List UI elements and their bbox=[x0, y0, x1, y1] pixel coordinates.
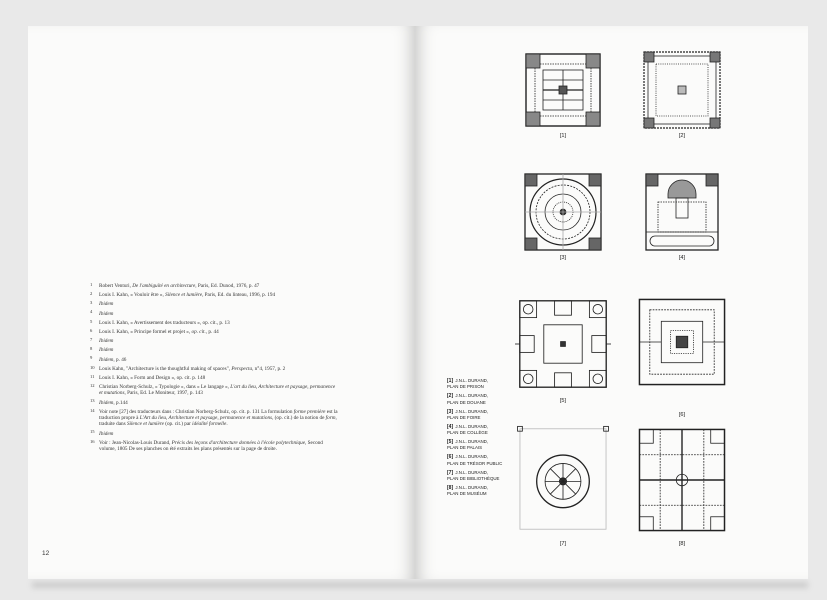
footnote-number: 1 bbox=[90, 281, 93, 287]
plan-label: [7] bbox=[559, 541, 567, 547]
caption-title: PLAN DE MUSÉUM bbox=[447, 491, 487, 497]
footnote-text-part: , Paris, Ed. Le Moniteur, 1997, p. 143 bbox=[124, 390, 203, 397]
plan-tresor-drawing bbox=[636, 296, 728, 388]
footnote bbox=[90, 366, 340, 372]
footnote-number: 12 bbox=[90, 382, 95, 388]
footnote-italic-text: Ibidem bbox=[99, 301, 114, 308]
plan-caption bbox=[447, 439, 509, 450]
footnote-text bbox=[99, 301, 340, 307]
footnote-text-part: Louis I. Kahn, « Principe formel et projet », bbox=[99, 328, 192, 335]
footnote-italic-text: Précis des leçons d'architecture données à l'école polytechnique bbox=[171, 439, 306, 446]
caption-title: PLAN DE BIBLIOTHÈQUE bbox=[447, 475, 500, 481]
footnote bbox=[90, 375, 340, 381]
footnote-text bbox=[99, 400, 340, 406]
footnote-italic-text: Ibidem bbox=[99, 310, 114, 317]
footnote-text-part: , Second volume, 1805 De ses planches on été extraits les plans présentés sur la page de droite. bbox=[99, 439, 323, 452]
plan-caption bbox=[447, 485, 509, 496]
footnote bbox=[90, 311, 340, 317]
footnote-text bbox=[99, 384, 340, 397]
plan-label: [4] bbox=[678, 255, 686, 261]
left-page bbox=[28, 26, 415, 579]
footnote-text bbox=[99, 409, 340, 428]
caption-title: PLAN DE TRÉSOR PUBLIC bbox=[447, 460, 503, 466]
footnote-text-part: Louis I. Kahn, « Vouloir être », bbox=[99, 292, 166, 299]
footnote-italic-text: op. cit. bbox=[191, 328, 206, 335]
footnote-number: 5 bbox=[90, 318, 93, 324]
footnote-text-part: est la traduction propre à bbox=[99, 408, 338, 422]
footnote-italic-text: forme première bbox=[293, 408, 326, 415]
footnote-text bbox=[99, 320, 340, 326]
footnote-italic-text: Ibidem bbox=[99, 338, 114, 345]
footnote-italic-text: idéalité formelle bbox=[192, 421, 227, 428]
footnote-text-part: , (op. cit.) de la notion de bbox=[272, 415, 326, 422]
footnote-text-part: , traduite dans bbox=[99, 415, 337, 428]
footnote-italic-text: De l'ambiguïté en architecture bbox=[132, 283, 196, 289]
footnote-number: 14 bbox=[90, 407, 95, 413]
footnote-text-part: , p. 44 bbox=[205, 328, 219, 335]
footnote-number: 7 bbox=[90, 336, 93, 342]
plan-caption bbox=[447, 393, 509, 404]
footnote-text bbox=[99, 283, 340, 289]
footnote-text bbox=[99, 347, 340, 353]
plan-label: [3] bbox=[559, 255, 567, 261]
footnote-italic-text: Silence et lumière bbox=[165, 292, 203, 299]
plan-label: [5] bbox=[559, 398, 567, 404]
footnote-number: 11 bbox=[90, 373, 95, 379]
footnote-number: 15 bbox=[90, 429, 95, 435]
plan-label: [8] bbox=[678, 541, 686, 547]
caption-author: J.N.L. DURAND, bbox=[455, 423, 489, 429]
caption-number: [4] bbox=[447, 423, 454, 430]
footnote-italic-text: L'Art du lieu, Architecture et paysage, permanence et mutations bbox=[139, 415, 273, 422]
footnote-text bbox=[99, 311, 340, 317]
footnote-text-part: (op. cit.) par bbox=[163, 421, 193, 428]
footnote-number: 2 bbox=[90, 291, 93, 296]
footnote-text bbox=[99, 357, 340, 363]
book-spread bbox=[28, 26, 808, 579]
footnote bbox=[90, 347, 340, 353]
plan-caption bbox=[447, 378, 509, 389]
plan-label: [2] bbox=[678, 133, 686, 139]
footnote-number: 6 bbox=[90, 327, 93, 333]
footnote bbox=[90, 409, 340, 428]
footnote-text-part: Louis I. Kahn, « Form and Design », op. cit. p. 148 bbox=[99, 374, 206, 381]
footnote-italic-text: Ibidem bbox=[99, 430, 114, 437]
footnote bbox=[90, 431, 340, 437]
footnote-text-part: , Paris, Ed. Dunod, 1976, p. 47 bbox=[195, 283, 260, 289]
footnote bbox=[90, 338, 340, 344]
caption-title: PLAN DE PALAIS bbox=[447, 445, 483, 451]
caption-title: PLAN DE COLLÈGE bbox=[447, 430, 488, 436]
footnote-text-part: , n°4, 1957, p. 2 bbox=[252, 365, 286, 372]
footnote-text bbox=[99, 292, 340, 298]
footnote-text-part: , p.144 bbox=[113, 399, 128, 406]
footnote-number: 8 bbox=[90, 346, 93, 352]
footnote bbox=[90, 292, 340, 298]
plan-foire-drawing bbox=[523, 172, 603, 252]
plan-college-drawing bbox=[642, 172, 722, 252]
plan-caption bbox=[447, 409, 509, 420]
footnote-number: 10 bbox=[90, 364, 95, 370]
footnote bbox=[90, 329, 340, 335]
footnote-text-part: Christian Norberg-Schulz, « Typologie », dans « Le langage », bbox=[99, 384, 231, 391]
plan-palais-drawing bbox=[515, 296, 611, 392]
footnotes-list bbox=[90, 283, 340, 455]
footnote bbox=[90, 440, 340, 453]
footnote bbox=[90, 301, 340, 307]
footnote-text bbox=[99, 431, 340, 437]
caption-author: J.N.L. DURAND, bbox=[455, 485, 489, 491]
footnote-text-part: Louis I. Kahn, « Avertissement des traducteurs », op. cit., p. 13 bbox=[99, 319, 230, 326]
footnote bbox=[90, 384, 340, 397]
caption-title: PLAN DE FOIRE bbox=[447, 414, 481, 420]
footnote-text bbox=[99, 329, 340, 335]
footnote-text-part: Robert Venturi, bbox=[99, 283, 133, 289]
footnote-text bbox=[99, 338, 340, 344]
plan-bibliotheque-drawing bbox=[515, 424, 611, 534]
right-page bbox=[415, 26, 808, 579]
footnote bbox=[90, 400, 340, 406]
footnote-text-part: Voir note [27] des traducteurs dans : Christian Norberg-Schulz, op. cit. p. 131 La formulation bbox=[99, 408, 294, 415]
caption-number: [3] bbox=[447, 408, 454, 415]
caption-author: J.N.L. DURAND, bbox=[455, 454, 489, 460]
plan-label: [1] bbox=[559, 133, 567, 139]
footnote-italic-text: Ibidem bbox=[99, 347, 114, 354]
caption-number: [7] bbox=[447, 469, 454, 476]
plan-caption bbox=[447, 454, 509, 465]
footnote-italic-text: Ibidem bbox=[99, 356, 114, 363]
footnote-italic-text: Perspecta bbox=[231, 365, 253, 372]
caption-author: J.N.L. DURAND, bbox=[455, 408, 489, 414]
plan-label: [6] bbox=[678, 412, 686, 418]
footnote bbox=[90, 320, 340, 326]
plan-museum-drawing bbox=[636, 426, 728, 534]
plan-caption bbox=[447, 424, 509, 435]
caption-title: PLAN DE PRISON bbox=[447, 384, 484, 390]
caption-author: J.N.L. DURAND, bbox=[455, 469, 489, 475]
footnote-italic-text: form bbox=[325, 415, 336, 422]
footnote-text bbox=[99, 375, 340, 381]
footnote-text-part: . bbox=[226, 421, 228, 428]
footnote-text bbox=[99, 366, 340, 372]
page-number: 12 bbox=[42, 550, 50, 557]
footnote-text-part: , Paris, Ed. du linteau, 1996, p. 194 bbox=[202, 292, 276, 299]
footnote-text bbox=[99, 440, 340, 453]
caption-author: J.N.L. DURAND, bbox=[455, 393, 489, 399]
caption-number: [6] bbox=[447, 454, 454, 461]
caption-number: [2] bbox=[447, 393, 454, 400]
footnote bbox=[90, 283, 340, 289]
footnote-number: 3 bbox=[90, 300, 93, 306]
footnote-italic-text: Silence et lumière bbox=[126, 421, 164, 428]
caption-author: J.N.L. DURAND, bbox=[455, 378, 489, 383]
footnote-italic-text: Ibidem bbox=[99, 399, 114, 406]
footnote-italic-text: L'art du lieu, Architecture et paysage, permanence et mutations bbox=[99, 384, 336, 397]
plan-caption bbox=[447, 470, 509, 481]
caption-number: [8] bbox=[447, 485, 454, 492]
caption-author: J.N.L. DURAND, bbox=[455, 439, 489, 445]
plan-prison-drawing bbox=[523, 50, 603, 130]
plan-captions bbox=[447, 378, 509, 500]
footnote-number: 16 bbox=[90, 438, 95, 444]
footnote-number: 9 bbox=[90, 355, 93, 361]
caption-number: [1] bbox=[447, 378, 454, 384]
caption-title: PLAN DE DOUANE bbox=[447, 399, 486, 405]
plan-douane-drawing bbox=[642, 50, 722, 130]
footnote-text-part: Louis Kahn, "Architecture is the thoughtful making of spaces", bbox=[99, 365, 232, 372]
footnote-text-part: , p. 46 bbox=[113, 356, 127, 363]
footnote-number: 13 bbox=[90, 398, 95, 404]
footnote bbox=[90, 357, 340, 363]
caption-number: [5] bbox=[447, 439, 454, 446]
footnote-text-part: Voir : Jean-Nicolas-Louis Durand, bbox=[99, 439, 172, 446]
footnote-number: 4 bbox=[90, 309, 93, 315]
